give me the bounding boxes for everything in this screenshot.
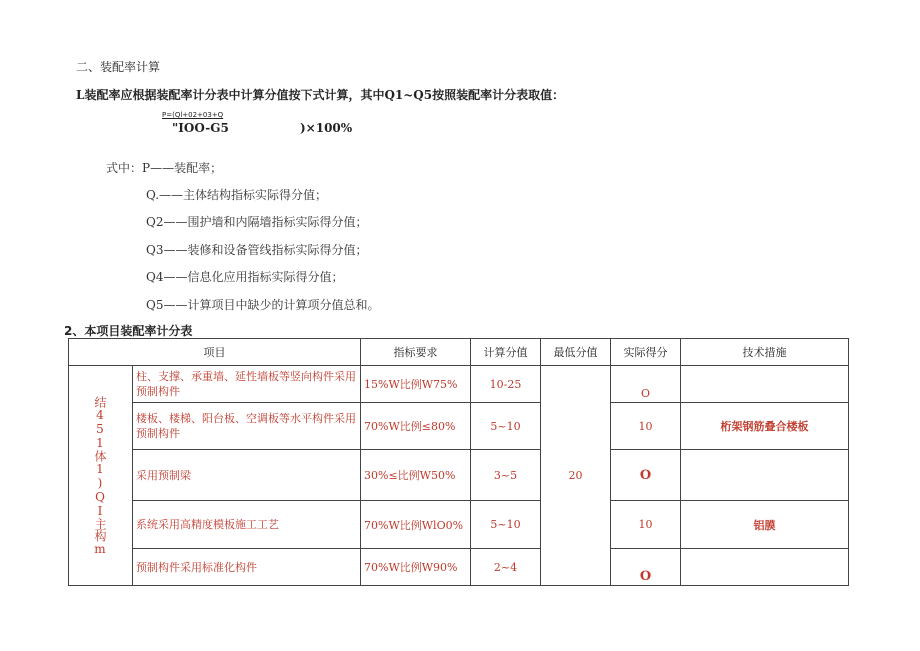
actual-cell: O <box>611 450 681 501</box>
legend-q5: Q5——计算项目中缺少的计算项分值总和。 <box>146 298 380 312</box>
legend-q3: Q3——装修和设备管线指标实际得分值； <box>146 243 368 257</box>
section-two-heading: 二、装配率计算 <box>76 60 161 74</box>
table-header-row <box>69 339 849 366</box>
item-cell: 采用预制梁 <box>133 450 361 501</box>
requirement-cell: 30%≤比例W50% <box>361 450 471 501</box>
legend-q4: Q4——信息化应用指标实际得分值； <box>146 270 344 284</box>
actual-cell: 10 <box>611 501 681 549</box>
item-cell: 系统采用高精度模板施工工艺 <box>133 501 361 549</box>
actual-cell: O <box>611 366 681 403</box>
requirement-cell: 15%W比例W75% <box>361 366 471 403</box>
category-label: 结451体1)QI主构m <box>93 395 107 556</box>
legend-lead: 式中：P——装配率； <box>106 161 223 175</box>
header-score: 计算分值 <box>471 339 541 366</box>
item-cell: 楼板、楼梯、阳台板、空调板等水平构件采用预制构件 <box>133 403 361 450</box>
formula-numerator: P=(Ql+02+03+Q <box>162 111 224 119</box>
table-row <box>69 366 849 403</box>
measure-cell: 铝膜 <box>681 501 849 549</box>
actual-cell: 10 <box>611 403 681 450</box>
score-cell: 2~4 <box>471 549 541 586</box>
measure-cell <box>681 366 849 403</box>
score-cell: 5~10 <box>471 403 541 450</box>
header-item: 项目 <box>69 339 361 366</box>
legend-q1: Q.——主体结构指标实际得分值； <box>146 188 328 202</box>
measure-cell <box>681 549 849 586</box>
requirement-cell: 70%W比例WlO0% <box>361 501 471 549</box>
intro-paragraph: L装配率应根据装配率计分表中计算分值按下式计算，其中Q1~Q5按照装配率计分表取值： <box>76 88 565 102</box>
header-requirement: 指标要求 <box>361 339 471 366</box>
score-cell: 3~5 <box>471 450 541 501</box>
min-score-cell: 20 <box>541 366 611 586</box>
header-measures: 技术措施 <box>681 339 849 366</box>
formula-percent: )×100% <box>300 121 353 135</box>
header-min-score: 最低分值 <box>541 339 611 366</box>
scoring-table <box>68 338 849 586</box>
actual-cell: O <box>611 549 681 586</box>
formula-denominator: "IOO-G5 <box>172 121 229 135</box>
legend-q2: Q2——围护墙和内隔墙指标实际得分值； <box>146 215 368 229</box>
requirement-cell: 70%W比例≤80% <box>361 403 471 450</box>
score-cell: 5~10 <box>471 501 541 549</box>
category-cell <box>69 366 133 586</box>
table-row <box>69 450 849 501</box>
requirement-cell: 70%W比例W90% <box>361 549 471 586</box>
table-row <box>69 501 849 549</box>
table-heading: 2、本项目装配率计分表 <box>64 324 193 338</box>
measure-cell <box>681 450 849 501</box>
header-actual: 实际得分 <box>611 339 681 366</box>
table-row <box>69 549 849 586</box>
measure-cell: 桁架钢筋叠合楼板 <box>681 403 849 450</box>
table-row <box>69 403 849 450</box>
item-cell: 柱、支撑、承重墙、延性墙板等竖向构件采用预制构件 <box>133 366 361 403</box>
score-cell: 10-25 <box>471 366 541 403</box>
item-cell: 预制构件采用标准化构件 <box>133 549 361 586</box>
